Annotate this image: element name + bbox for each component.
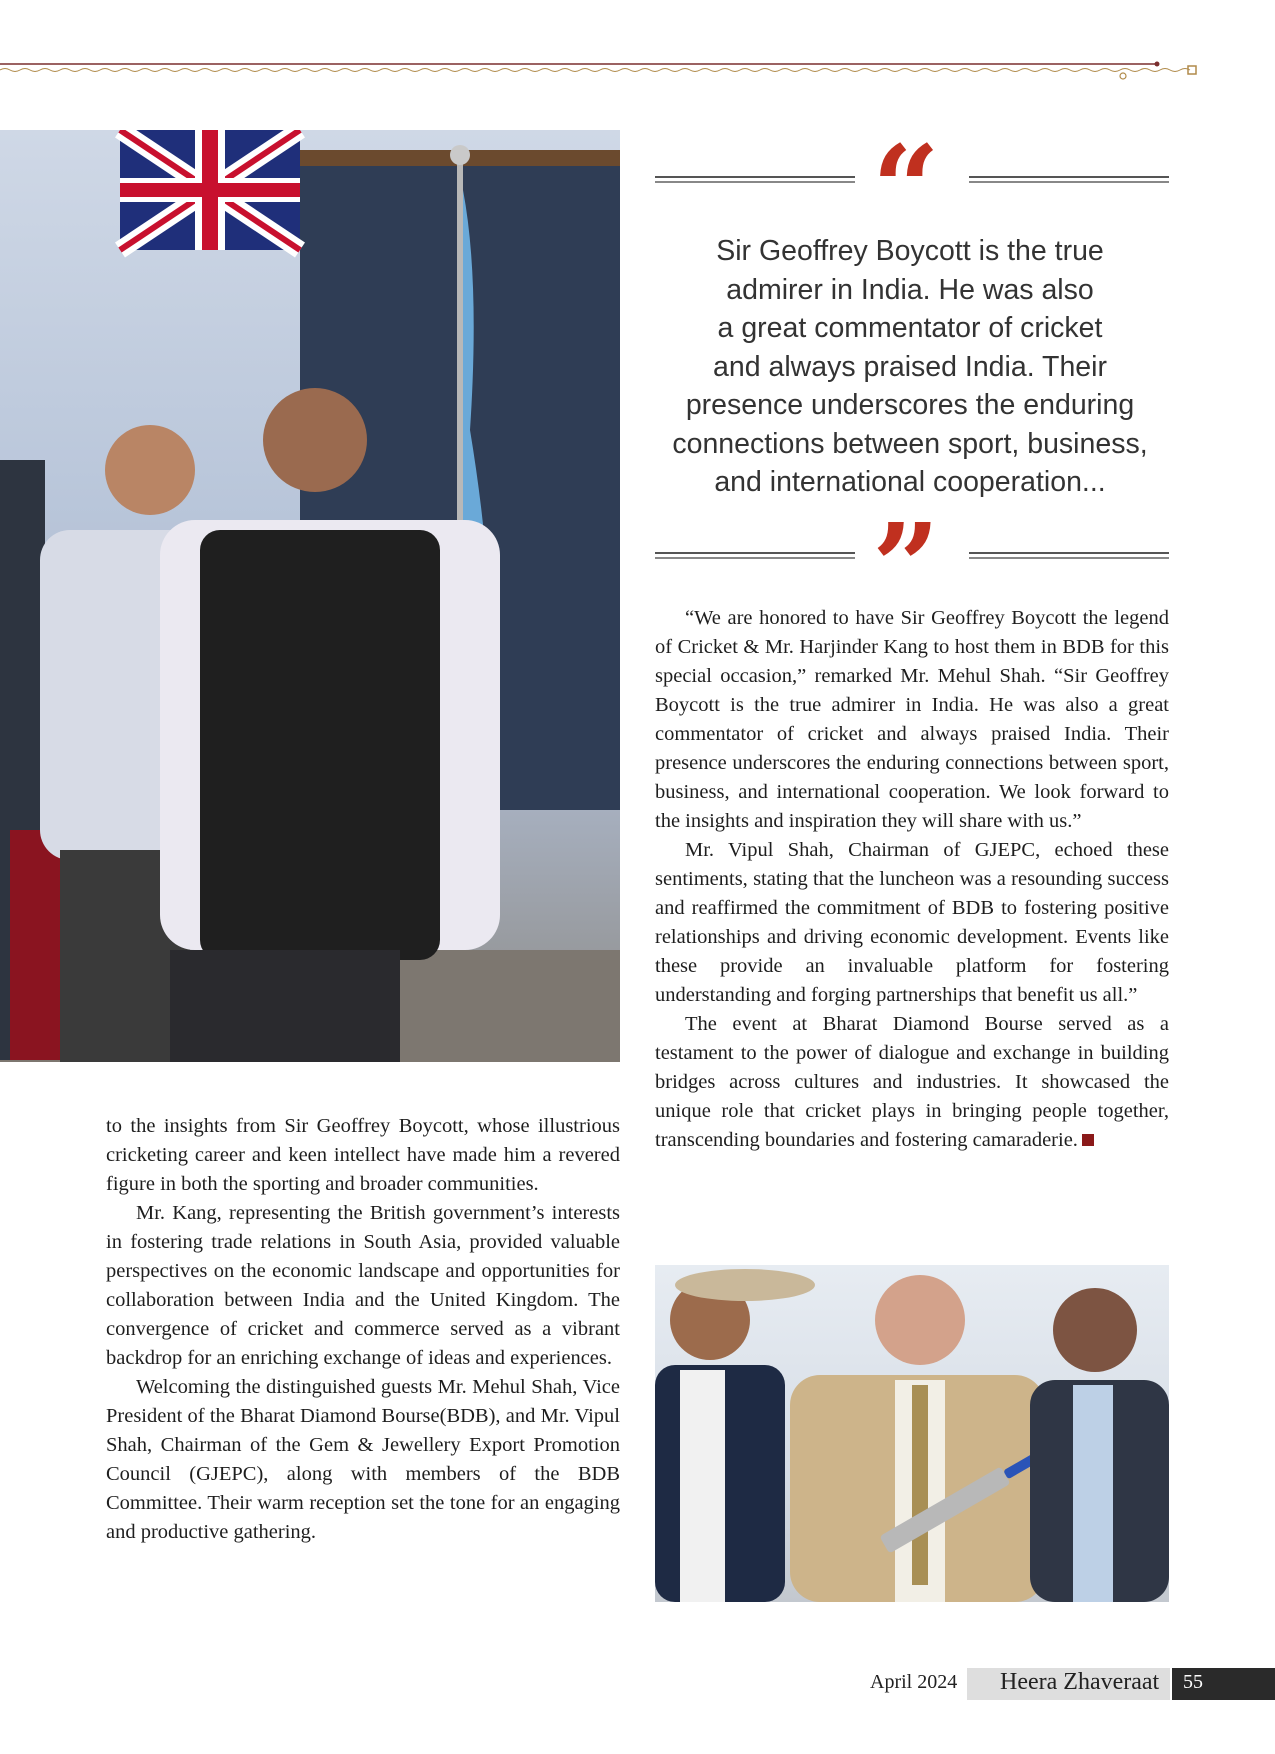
paragraph: to the insights from Sir Geoffrey Boycott, whose illustrious cricketing career and keen intellect have made him a revered figure in both the sporting and broader communities. <box>106 1115 620 1195</box>
pull-quote-line: Sir Geoffrey Boycott is the true <box>716 235 1104 267</box>
paragraph: “We are honored to have Sir Geoffrey Boycott the legend of Cricket & Mr. Harjinder Kang to host them in BDB for this special occasion,” remarked Mr. Mehul Shah. “Sir Geoffrey Boycott is the true admirer in India. He was also a great commentator of cricket and always praised India. Their presence underscores the enduring connections between sport, business, and international cooperation. We look forward to the insights and inspiration they will share with us.” <box>655 607 1169 832</box>
paragraph-text: The event at Bharat Diamond Bourse served as a testament to the power of dialogue and exchange in building bridges across cultures and industries. It showcased the unique role that cricket plays in bringing people together, transcending boundaries and fostering camaraderie. <box>655 1013 1169 1151</box>
pull-quote-line: a great commentator of cricket <box>717 312 1103 344</box>
pull-quote-line: and always praised India. Their <box>713 350 1107 383</box>
footer-magazine-name: Heera Zhaveraat <box>1000 1669 1160 1695</box>
quote-rule-bottom-right <box>969 552 1169 560</box>
paragraph: Mr. Vipul Shah, Chairman of GJEPC, echoed these sentiments, stating that the luncheon was a resounding success and reaffirmed the commitment of BDB to fostering positive relationships and driving economic development. Events like these provide an invaluable platform for fostering understanding and forging partnerships that benefit us all.” <box>655 839 1169 1006</box>
pull-quote-line: presence underscores the enduring <box>685 389 1135 421</box>
paragraph: Welcoming the distinguished guests Mr. Mehul Shah, Vice President of the Bharat Diamond Bourse(BDB), and Mr. Vipul Shah, Chairman of the Gem & Jewellery Export Promotion Council (GJEPC), along with members of the BDB Committee. Their warm reception set the tone for an engaging and productive gathering. <box>106 1376 620 1543</box>
pull-quote <box>660 232 1160 502</box>
footer-date: April 2024 <box>870 1671 958 1693</box>
quote-rule-top-right <box>969 176 1169 184</box>
page-number: 55 <box>1183 1671 1203 1693</box>
close-quote-icon: ” <box>872 497 940 636</box>
open-quote-icon: “ <box>872 119 940 258</box>
paragraph <box>655 1010 1169 1155</box>
header-ornament-rule <box>0 56 1210 82</box>
pull-quote-line: and international cooperation... <box>714 466 1106 498</box>
article-right-column <box>655 604 1169 1155</box>
end-of-article-icon <box>1082 1134 1094 1146</box>
quote-rule-bottom-left <box>655 552 855 560</box>
event-photo-bat-presentation <box>655 1265 1169 1602</box>
quote-rule-top-left <box>655 176 855 184</box>
pull-quote-line: admirer in India. He was also <box>726 273 1094 306</box>
article-left-column <box>106 1112 620 1547</box>
event-photo-group <box>0 130 620 1062</box>
pull-quote-line: connections between sport, business, <box>672 427 1148 460</box>
paragraph: Mr. Kang, representing the British government’s interests in fostering trade relations in South Asia, provided valuable perspectives on the economic landscape and opportunities for collaboration between India and the United Kingdom. The convergence of cricket and commerce served as a vibrant backdrop for an enriching exchange of ideas and experiences. <box>106 1202 620 1369</box>
